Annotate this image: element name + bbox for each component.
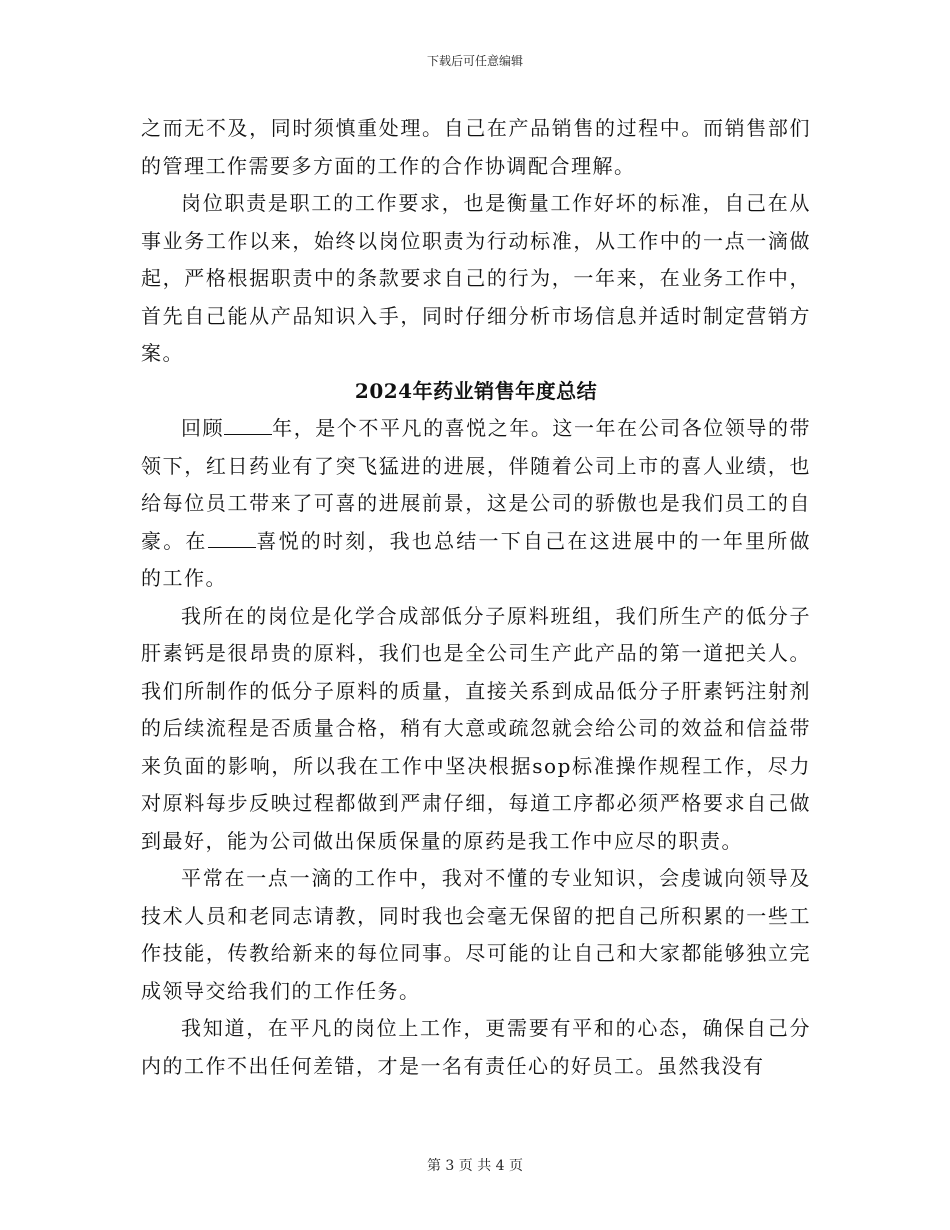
page-header-note: 下载后可任意编辑 bbox=[426, 54, 523, 68]
blank-underline bbox=[208, 529, 256, 548]
paragraph-learning: 平常在一点一滴的工作中，我对不懂的专业知识，会虔诚向领导及技术人员和老同志请教，同时我也会毫无保留的把自己所积累的一些工作技能，传教给新来的每位同事。尽可能的让自己和大家都能够独立完成领导交给我们的工作任务。 bbox=[141, 866, 811, 1003]
paragraph-intro bbox=[141, 410, 811, 598]
section-title: 2024年药业销售年度总结 bbox=[354, 378, 598, 403]
page-number: 第 3 页 共 4 页 bbox=[426, 1158, 524, 1174]
paragraph-position: 我所在的岗位是化学合成部低分子原料班组，我们所生产的低分子肝素钙是很昂贵的原料，我们也是全公司生产此产品的第一道把关人。我们所制作的低分子原料的质量，直接关系到成品低分子肝素钙注射剂的后续流程是否质量合格，稍有大意或疏忽就会给公司的效益和信益带来负面的影响，所以我在工作中坚决根据sop标准操作规程工作，尽力对原料每步反映过程都做到严肃仔细，每道工序都必须严格要求自己做到最好，能为公司做出保质保量的原药是我工作中应尽的职责。 bbox=[141, 603, 811, 853]
intro-text-1: 回顾 bbox=[181, 416, 225, 440]
intro-text-2: 年，是个不平凡的喜悦之年。这一年在公司各位领导的带领下，红日药业有了突飞猛进的进展，伴随着公司上市的喜人业绩，也给每位员工带来了可喜的进展前景，这是公司的骄傲也是我们员工的自豪。在 bbox=[141, 416, 812, 553]
intro-text-3: 喜悦的时刻，我也总结一下自己在这进展中的一年里所做的工作。 bbox=[141, 528, 812, 590]
blank-underline bbox=[224, 416, 272, 435]
paragraph-attitude: 我知道，在平凡的岗位上工作，更需要有平和的心态，确保自己分内的工作不出任何差错，才是一名有责任心的好员工。虽然我没有 bbox=[141, 1016, 811, 1078]
document-body bbox=[141, 110, 811, 1085]
paragraph-job-duties: 岗位职责是职工的工作要求，也是衡量工作好坏的标准，自己在从事业务工作以来，始终以岗位职责为行动标准，从工作中的一点一滴做起，严格根据职责中的条款要求自己的行为，一年来，在业务工作中，首先自己能从产品知识入手，同时仔细分析市场信息并适时制定营销方案。 bbox=[141, 191, 811, 365]
paragraph-continuation: 之而无不及，同时须慎重处理。自己在产品销售的过程中。而销售部们的管理工作需要多方面的工作的合作协调配合理解。 bbox=[141, 116, 811, 178]
